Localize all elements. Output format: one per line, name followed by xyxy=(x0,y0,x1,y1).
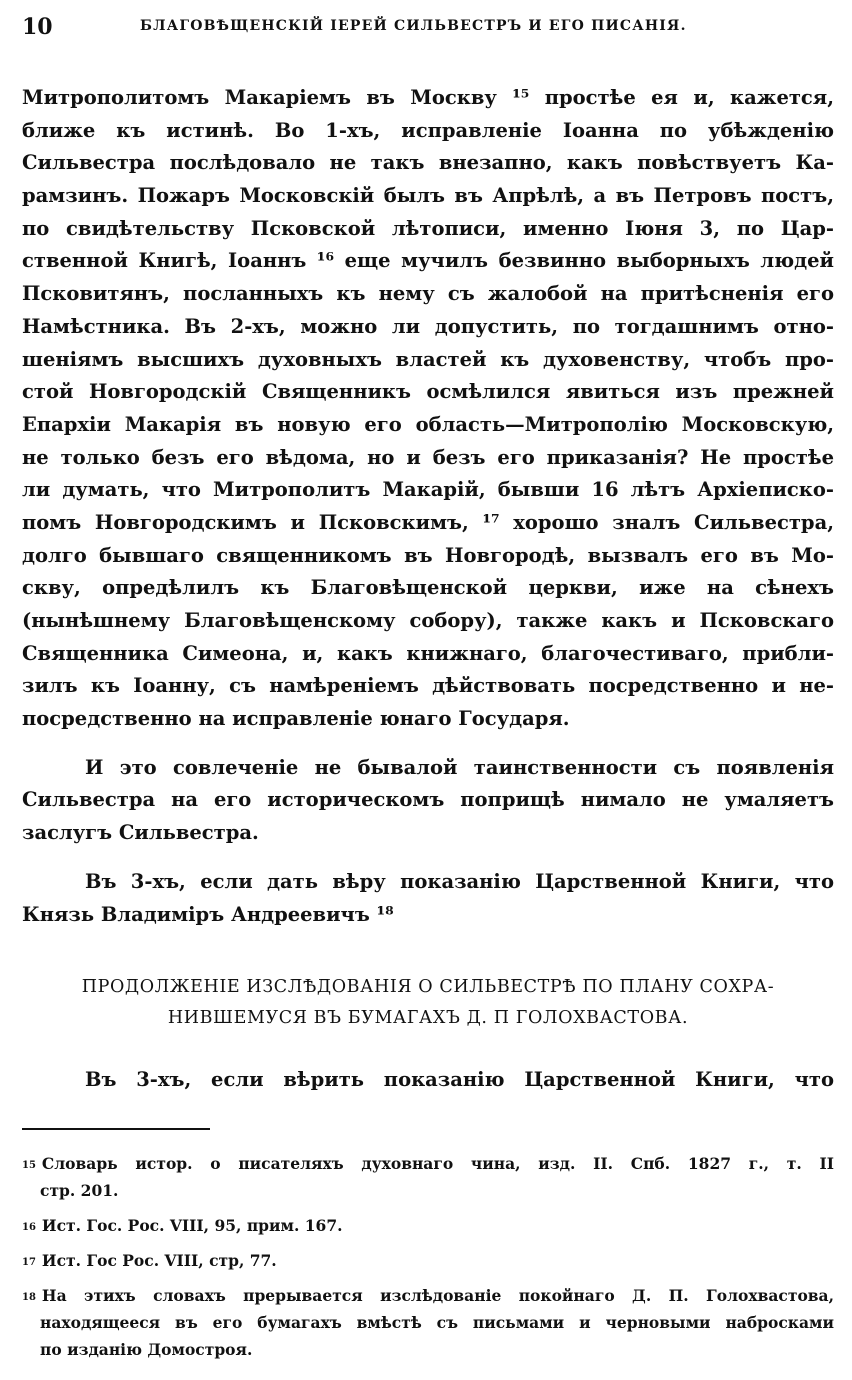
footnote-17 xyxy=(22,1247,834,1274)
text-line: Намѣстника. Въ 2-хъ, можно ли допустить, по тогдашнимъ отно- xyxy=(22,314,834,338)
heading-line: ПРОДОЛЖЕНІЕ ИЗСЛѢДОВАНІЯ О СИЛЬВЕСТРѢ ПО ПЛАНУ СОХРА- xyxy=(81,977,775,997)
footnote-text: находящееся въ его бумагахъ вмѣстѣ съ письмами и черновыми набросками xyxy=(40,1313,834,1332)
text-line: Епархіи Макарія въ новую его область—Митрополію Московскую, xyxy=(22,412,834,436)
text-line: заслугъ Сильвестра. xyxy=(22,821,259,845)
footnote-text: Словарь истор. о писателяхъ духовнаго чина, изд. II. Спб. 1827 г., т. II xyxy=(41,1154,834,1173)
heading-line: НИВШЕМУСЯ ВЪ БУМАГАХЪ Д. П ГОЛОХВАСТОВА. xyxy=(167,1008,689,1028)
section-heading xyxy=(22,972,834,1034)
text-line: Митрополитомъ Макаріемъ въ Москву ¹⁵ простѣе ея и, кажется, xyxy=(22,86,834,109)
text-line: зилъ къ Іоанну, съ намѣреніемъ дѣйствовать посредственно и не- xyxy=(22,674,834,698)
footnote-marker: 17 xyxy=(22,1257,36,1268)
footnote-marker: 16 xyxy=(22,1222,36,1233)
paragraph-2 xyxy=(22,752,834,850)
text-line: И это совлеченіе не бывалой таинственности съ появленія xyxy=(85,755,834,779)
footnote-divider xyxy=(22,1128,210,1130)
footnote-text: Ист. Гос Рос. VIII, стр, 77. xyxy=(41,1251,277,1270)
running-title: БЛАГОВѢЩЕНСКІЙ ІЕРЕЙ СИЛЬВЕСТРЪ И ЕГО ПИСАНІЯ. xyxy=(140,18,687,34)
text-line: по свидѣтельству Псковской лѣтописи, именно Іюня 3, по Цар- xyxy=(22,216,834,240)
text-line: ли думать, что Митрополитъ Макарій, бывши 16 лѣтъ Архіеписко- xyxy=(22,478,834,502)
text-line: Сильвестра на его историческомъ поприщѣ нимало не умаляетъ xyxy=(22,788,834,812)
text-line: Священника Симеона, и, какъ книжнаго, благочестиваго, прибли- xyxy=(22,641,834,665)
continuation-paragraph xyxy=(22,1064,834,1097)
footnotes xyxy=(22,1150,834,1363)
text-line: Псковитянъ, посланныхъ къ нему съ жалобой на притѣсненія его xyxy=(22,282,834,306)
text-line: долго бывшаго священникомъ въ Новгородѣ, вызвалъ его въ Мо- xyxy=(22,543,834,567)
text-line: ственной Книгѣ, Іоаннъ ¹⁶ еще мучилъ безвинно выборныхъ людей xyxy=(22,249,834,273)
paragraph-1 xyxy=(22,82,834,736)
footnote-16 xyxy=(22,1212,834,1239)
text-line: не только безъ его вѣдома, но и безъ его приказанія? Не простѣе xyxy=(22,445,834,469)
paragraph-3 xyxy=(22,866,834,931)
text-line: Сильвестра послѣдовало не такъ внезапно, какъ повѣствуетъ Ка- xyxy=(22,151,834,175)
running-head xyxy=(22,14,834,50)
footnote-text: Ист. Гос. Рос. VIII, 95, прим. 167. xyxy=(41,1216,343,1235)
text-line: рамзинъ. Пожаръ Московскій былъ въ Апрѣлѣ, а въ Петровъ постъ, xyxy=(22,184,834,208)
footnote-text: по изданію Домостроя. xyxy=(40,1340,253,1359)
text-line: Князь Владиміръ Андреевичъ ¹⁸ xyxy=(22,902,394,926)
footnote-18 xyxy=(22,1282,834,1363)
body-text xyxy=(22,82,834,931)
footnote-marker: 18 xyxy=(22,1292,36,1303)
text-line: (нынѣшнему Благовѣщенскому собору), также какъ и Псковскаго xyxy=(22,609,834,632)
text-line: посредственно на исправленіе юнаго Государя. xyxy=(22,707,570,731)
text-line: Въ 3-хъ, если дать вѣру показанію Царственной Книги, что xyxy=(85,869,834,893)
footnote-15 xyxy=(22,1150,834,1204)
text-line: стой Новгородскій Священникъ осмѣлился явиться изъ прежней xyxy=(22,380,834,404)
footnote-text: стр. 201. xyxy=(40,1181,119,1200)
text-line: ближе къ истинѣ. Во 1-хъ, исправленіе Іоанна по убѣжденію xyxy=(22,118,834,142)
text-line: помъ Новгородскимъ и Псковскимъ, ¹⁷ хорошо зналъ Сильвестра, xyxy=(22,510,834,534)
footnote-text: На этихъ словахъ прерывается изслѣдованіе покойнаго Д. П. Голохвастова, xyxy=(41,1286,834,1305)
text-line: шеніямъ высшихъ духовныхъ властей къ духовенству, чтобъ про- xyxy=(22,347,834,371)
footnote-marker: 15 xyxy=(22,1160,36,1171)
text-line: скву, опредѣлилъ къ Благовѣщенской церкви, иже на сѣнехъ xyxy=(22,576,834,600)
text-line: Въ 3-хъ, если вѣрить показанію Царственной Книги, что xyxy=(85,1068,834,1091)
page-number: 10 xyxy=(22,14,53,40)
